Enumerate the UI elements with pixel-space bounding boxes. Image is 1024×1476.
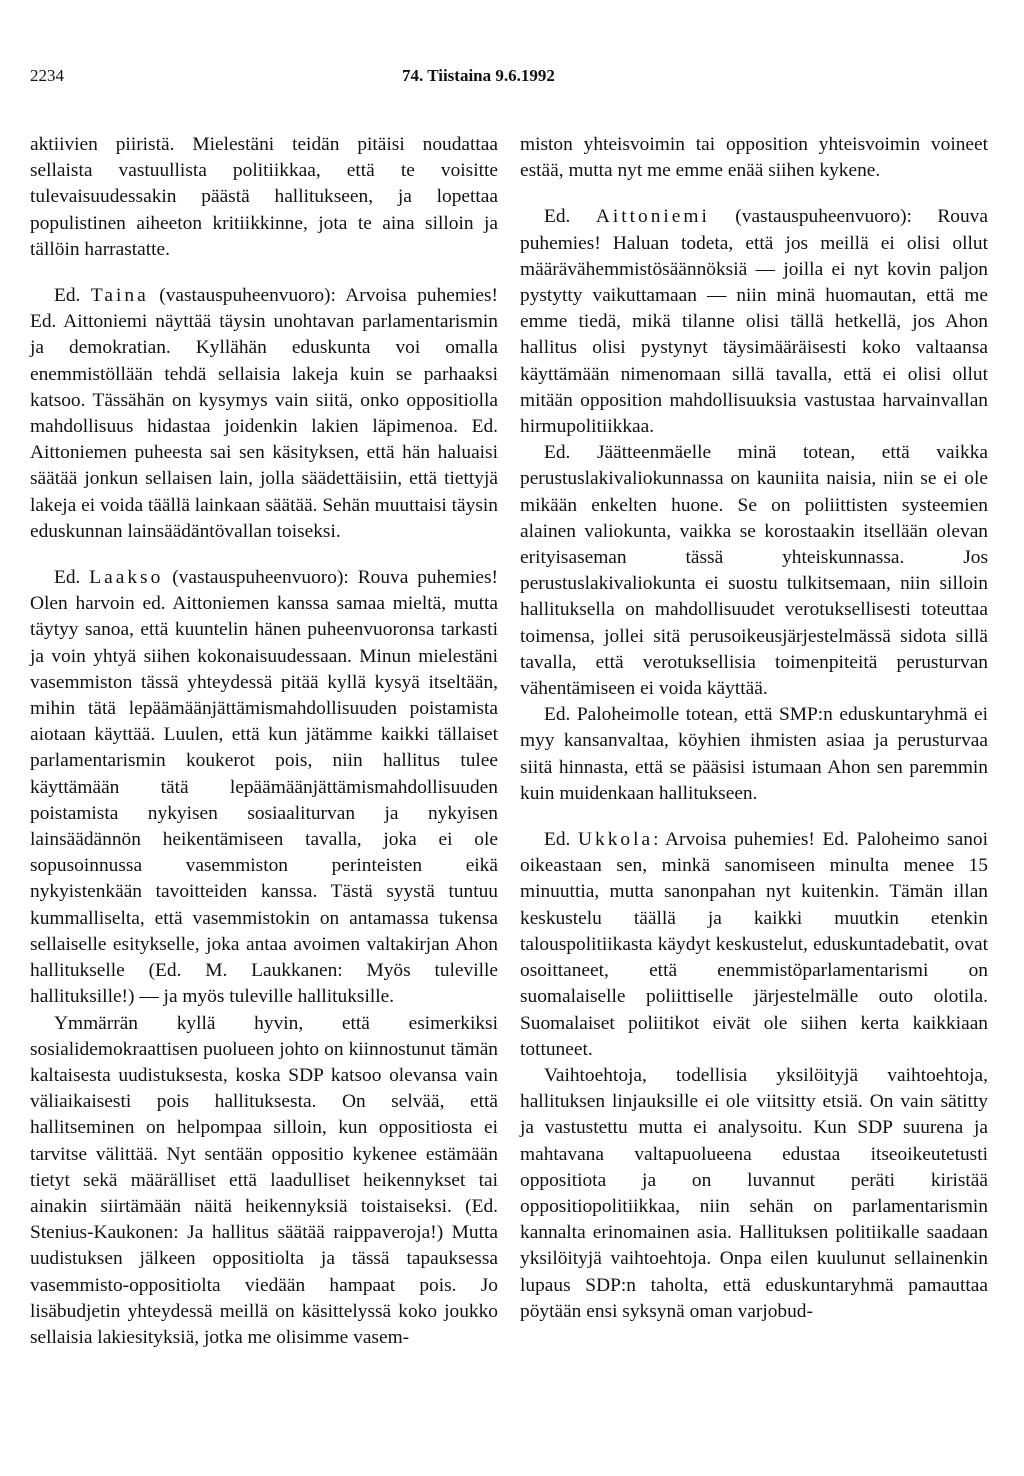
right-column bbox=[520, 132, 988, 1325]
speaker-name: Laakso bbox=[89, 567, 164, 589]
speech-prefix: Ed. bbox=[54, 285, 91, 307]
speech-text: (vastauspuheenvuoro): Rouva puhemies! Olen harvoin ed. Aittoniemen kanssa samaa mieltä, mutta täytyy sanoa, että kuuntelin hänen puheenvuoronsa tarkasti ja voin yhtyä siihen kokonaisuudessaan. Minun mielestäni vasemmiston tässä yhteydessä pitää kyllä kysyä itseltään, mihin tätä lepäämäänjättämismahdollisuuden poistamista aiotaan käyttää. Luulen, että kun jätämme kaikki tällaiset parlamentarismin koukerot pois, niin hallitus tulee käyttämään tätä lepäämäänjättämismahdollisuuden poistamista nykyisen sosiaaliturvan ja nykyisen lainsäädännön heikentämiseen tavalla, joka ei ole sopusoinnussa vasemmiston perinteisten eikä nykyistenkään tavoitteiden kanssa. Tästä syystä tuntuu kummalliselta, että vasemmistokin on antamassa tukensa sellaiselle esitykselle, joka antaa avoimen valtakirjan Ahon hallitukselle (Ed. M. Laukkanen: Myös tuleville hallituksille!) — ja myös tuleville hallituksille. bbox=[30, 567, 498, 1008]
speech-text: (vastauspuheenvuoro): Rouva puhemies! Haluan todeta, että jos meillä ei olisi ollut määrävähemmistösäännöksiä — joilla ei nyt kovin paljon pystytty vaikuttamaan — niin minä huomautan, että me emme tiedä, mikä tilanne olisi tällä hetkellä, jos Ahon hallitus olisi pystynyt täysimääräisesti koko valtaansa käyttämään nimenomaan sillä tavalla, että ei olisi ollut mitään opposition mahdollisuuksia vastustaa harvainvallan hirmupolitiikkaa. bbox=[520, 206, 988, 438]
speech-prefix: Ed. bbox=[54, 567, 90, 589]
paragraph: Vaihtoehtoja, todellisia yksilöityjä vaihtoehtoja, hallituksen linjauksille ei ole viitsitty etsiä. On vain sätitty ja vastustettu mutta ei analysoitu. Kun SDP suurena ja mahtavana valtapuolueena edustaa itseoikeutetusti oppositiota ja on luvannut peräti kiristää oppositiopolitiikkaa, niin sehän on parlamentarismin kannalta erinomainen asia. Hallituksen politiikalle saadaan yksilöityjä vaihtoehtoja. Onpa eilen kuulunut sellainenkin lupaus SDP:n taholta, että eduskuntaryhmä pamauttaa pöytään ensi syksynä oman varjobud- bbox=[520, 1064, 988, 1322]
speech-ukkola bbox=[520, 827, 988, 1063]
speech-text: : Arvoisa puhemies! Ed. Paloheimo sanoi oikeastaan sen, minkä sanomiseen minulta menee 15 minuuttia, mutta sanonpahan nyt kuitenkin. Tämän illan keskustelu täällä ja kaikki muutkin etenkin talouspolitiikasta käydyt keskustelut, eduskuntadebatit, ovat osoittaneet, että enemmistöparlamentarismi on suomalaiselle poliittiselle järjestelmälle outo olotila. Suomalaiset poliitikot eivät ole siihen kerta kaikkiaan tottuneet. bbox=[520, 829, 988, 1060]
speaker-name: Taina bbox=[90, 285, 149, 307]
speech-text: (vastauspuheenvuoro): Arvoisa puhemies! Ed. Aittoniemi näyttää täysin unohtavan parlamentarismin ja demokratian. Kyllähän eduskunta voi omalla enemmistöllään tehdä sellaisia lakeja kuin se parhaaksi katsoo. Tässähän on kysymys vain siitä, onko oppositiolla mahdollisuus hidastaa joidenkin lakien läpimenoa. Ed. Aittoniemen puheesta sai sen käsityksen, että hän haluaisi säätää jonkun sellaisen lain, jolla säädettäisiin, että tiettyjä lakeja ei voida täällä lainkaan säätää. Sehän muuttaisi täysin eduskunnan lainsäädäntövallan toiseksi. bbox=[30, 285, 498, 542]
speech-taina bbox=[30, 283, 498, 545]
paragraph: miston yhteisvoimin tai opposition yhteisvoimin voineet estää, mutta nyt me emme enää siihen kykene. bbox=[520, 134, 988, 182]
left-column bbox=[30, 132, 498, 1351]
speech-aittoniemi bbox=[520, 204, 988, 440]
speaker-name: Aittoniemi bbox=[595, 206, 710, 228]
speech-laakso bbox=[30, 565, 498, 1010]
speaker-name: Ukkola bbox=[578, 829, 654, 851]
paragraph: Ymmärrän kyllä hyvin, että esimerkiksi sosialidemokraattisen puolueen johto on kiinnostunut tämän kaltaisesta uudistuksesta, koska SDP katsoo olevansa vain väliaikaisesti pois hallituksesta. On selvää, että hallitseminen on helpompaa silloin, kun oppositiosta ei tarvitse välittää. Nyt sentään oppositio kykenee estämään tietyt sekä määrälliset että laadulliset heikennykset tai ainakin siirtämään näitä heikennyksiä toistaiseksi. (Ed. Stenius-Kaukonen: Ja hallitus säätää raippaveroja!) Mutta uudistuksen jälkeen oppositiolta ja tässä tapauksessa vasemmisto-oppositiolta viedään hampaat pois. Jo lisäbudjetin yhteydessä meillä on käsittelyssä koko joukko sellaisia lakiesityksiä, jotka me olisimme vasem- bbox=[30, 1012, 498, 1348]
paragraph: Ed. Jäätteenmäelle minä totean, että vaikka perustuslakivaliokunnassa on kauniita naisia, niin se ei ole mikään enkelten huone. Se on poliittisten systeemien alainen valiokunta, vaikka se korostaakin itsellään olevan erityisaseman tässä yhteiskunnassa. Jos perustuslakivaliokunta ei suostu tulkitsemaan, niin silloin hallituksella on mahdollisuudet verotuksellisesti toteuttaa toimensa, jollei sitä perusoikeusjärjestelmässä sidota sillä tavalla, että verotuksellisia toimenpiteitä perusturvan vähentämiseen ei voida käyttää. bbox=[520, 442, 988, 700]
paragraph: aktiivien piiristä. Mielestäni teidän pitäisi noudattaa sellaista vastuullista politiikkaa, että te voisitte tulevaisuudessakin päästä hallitukseen, ja lopettaa populistinen aiheeton kritiikkinne, jota te aina silloin ja tällöin harrastatte. bbox=[30, 134, 498, 260]
speech-prefix: Ed. bbox=[544, 829, 579, 851]
paragraph: Ed. Paloheimolle totean, että SMP:n eduskuntaryhmä ei myy kansanvaltaa, köyhien ihmisten asiaa ja perusturvaa siitä hinnasta, että se pääsisi istumaan Ahon sen paremmin kuin muidenkaan hallitukseen. bbox=[520, 704, 988, 804]
session-date: 74. Tiistaina 9.6.1992 bbox=[402, 66, 555, 85]
page-number: 2234 bbox=[30, 66, 64, 85]
speech-prefix: Ed. bbox=[544, 206, 596, 228]
page-header bbox=[30, 66, 990, 90]
